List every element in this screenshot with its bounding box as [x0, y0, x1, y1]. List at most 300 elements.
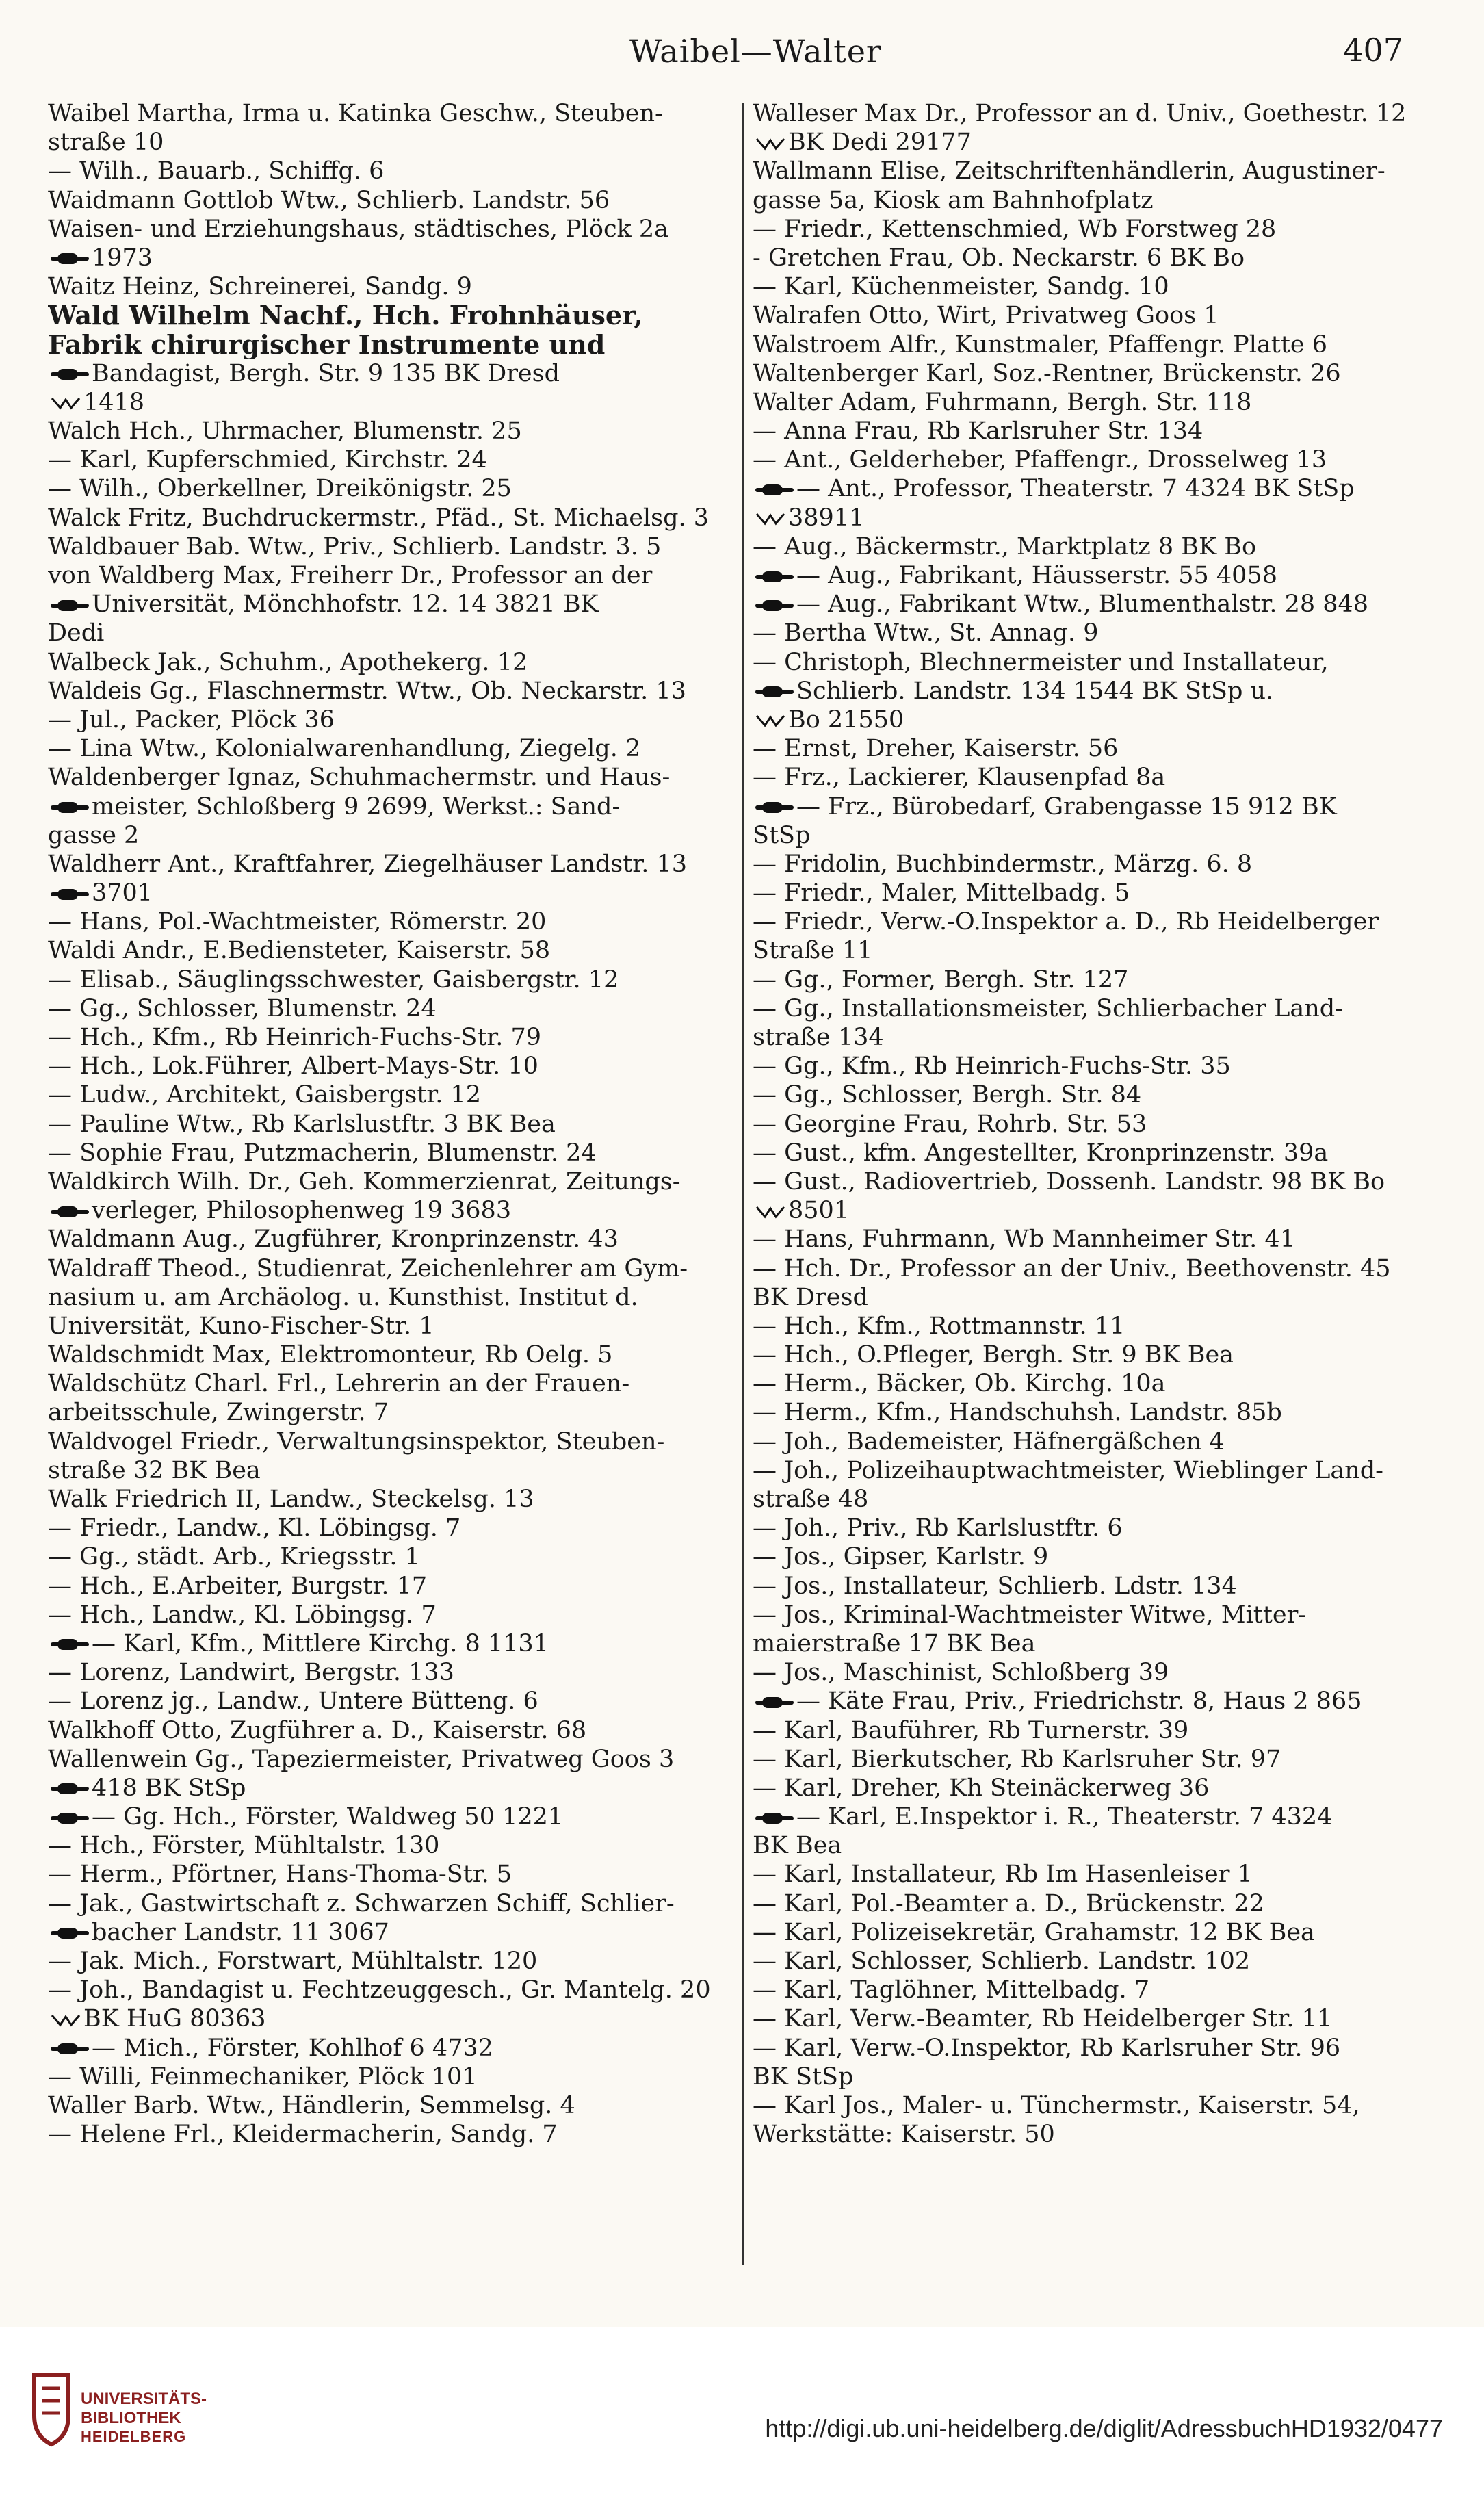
entry-text: BK Dedi 29177: [788, 129, 972, 157]
directory-entry-line: [48, 1860, 732, 1889]
entry-text: — Aug., Fabrikant Wtw., Blumenthalstr. 28 848: [796, 591, 1369, 619]
directory-entry-line: [753, 474, 1430, 503]
entry-text: Walck Fritz, Buchdruckermstr., Pfäd., St. Michaelsg. 3: [48, 504, 709, 532]
entry-text: BK HuG 80363: [83, 2005, 266, 2033]
entry-text: Waidmann Gottlob Wtw., Schlierb. Landstr. 56: [48, 186, 610, 214]
directory-entry-line: [48, 244, 732, 272]
entry-text: Fabrik chirurgischer Instrumente und: [48, 330, 606, 359]
directory-entry-line: [48, 1341, 732, 1369]
entry-text: — Jul., Packer, Plöck 36: [48, 706, 335, 734]
entry-text: Schlierb. Landstr. 134 1544 BK StSp u.: [796, 677, 1274, 705]
entry-text: Walkhoff Otto, Zugführer a. D., Kaiserstr. 68: [48, 1716, 587, 1744]
telephone-receiver-icon: [51, 800, 89, 815]
directory-entry-line: [753, 2120, 1430, 2149]
entry-text: — Jak. Mich., Forstwart, Mühltalstr. 120: [48, 1948, 538, 1975]
directory-entry-line: [48, 99, 732, 128]
directory-entry-line: [48, 1629, 732, 1658]
directory-entry-line: [48, 734, 732, 763]
entry-text: Walleser Max Dr., Professor an d. Univ., Goethestr. 12: [753, 100, 1407, 127]
entry-text: Waldherr Ant., Kraftfahrer, Ziegelhäuser Landstr. 13: [48, 850, 687, 878]
entry-text: — Pauline Wtw., Rb Karlslustftr. 3 BK Bea: [48, 1110, 556, 1138]
directory-entry-line: [753, 272, 1430, 301]
entry-text: Walch Hch., Uhrmacher, Blumenstr. 25: [48, 417, 522, 445]
entry-text: — Gg., Former, Bergh. Str. 127: [753, 966, 1129, 994]
entry-text: — Friedr., Landw., Kl. Löbingsg. 7: [48, 1514, 461, 1542]
directory-entry-line: [48, 994, 732, 1023]
telephone-receiver-icon: [51, 1781, 89, 1796]
entry-text: — Gg., Kfm., Rb Heinrich-Fuchs-Str. 35: [753, 1052, 1231, 1081]
entry-text: — Gust., Radiovertrieb, Dossenh. Landstr. 98 BK Bo: [753, 1167, 1385, 1195]
entry-text: — Herm., Bäcker, Ob. Kirchg. 10a: [753, 1370, 1166, 1398]
entry-text: — Bertha Wtw., St. Annag. 9: [753, 619, 1099, 647]
entry-text: — Jak., Gastwirtschaft z. Schwarzen Schiff, Schlier-: [48, 1889, 675, 1917]
entry-text: — Karl, Pol.-Beamter a. D., Brückenstr. 22: [753, 1889, 1264, 1917]
entry-text: — Frz., Bürobedarf, Grabengasse 15 912 BK: [796, 792, 1337, 820]
entry-text: Waitz Heinz, Schreinerei, Sandg. 9: [48, 273, 472, 301]
directory-entry-line: [753, 331, 1430, 359]
directory-entry-line: [753, 1572, 1430, 1601]
entry-text: — Hch. Dr., Professor an der Univ., Beethovenstr. 45: [753, 1254, 1391, 1282]
entry-text: — Friedr., Maler, Mittelbadg. 5: [753, 879, 1130, 907]
directory-entry-line: [48, 1052, 732, 1081]
entry-text: Waldbauer Bab. Wtw., Priv., Schlierb. Landstr. 3. 5: [48, 532, 662, 560]
entry-text: Walstroem Alfr., Kunstmaler, Pfaffengr. Platte 6: [753, 331, 1327, 359]
directory-entry-line: [48, 2063, 732, 2091]
entry-text: — Jos., Maschinist, Schloßberg 39: [753, 1659, 1169, 1687]
directory-entry-line: [48, 272, 732, 301]
directory-entry-line: [48, 186, 732, 215]
directory-entry-line: [753, 2063, 1430, 2091]
telephone-receiver-icon: [755, 598, 794, 613]
telephone-receiver-icon: [51, 251, 89, 266]
directory-entry-line: [753, 99, 1430, 128]
directory-entry-line: [753, 1139, 1430, 1167]
entry-text: Waldschütz Charl. Frl., Lehrerin an der Frauen-: [48, 1370, 630, 1398]
directory-entry-line: [48, 1023, 732, 1052]
directory-entry-line: [48, 1485, 732, 1514]
directory-entry-line: [48, 590, 732, 619]
entry-text: — Karl, Polizeisekretär, Grahamstr. 12 BK Bea: [753, 1918, 1315, 1946]
entry-text: straße 10: [48, 129, 164, 157]
telephone-receiver-icon: [755, 569, 794, 584]
entry-text: — Georgine Frau, Rohrb. Str. 53: [753, 1110, 1147, 1138]
entry-text: — Jos., Installateur, Schlierb. Ldstr. 134: [753, 1572, 1237, 1600]
entry-text: — Hch., Kfm., Rb Heinrich-Fuchs-Str. 79: [48, 1024, 542, 1051]
entry-text: — Ant., Professor, Theaterstr. 7 4324 BK StSp: [796, 475, 1355, 503]
directory-entry-line: [753, 850, 1430, 879]
entry-text: — Ant., Gelderheber, Pfaffengr., Drosselweg 13: [753, 446, 1327, 474]
entry-text: — Karl, Bierkutscher, Rb Karlsruher Str. 97: [753, 1745, 1281, 1773]
directory-entry-line: [753, 532, 1430, 561]
telegraph-icon: [755, 1204, 785, 1219]
directory-entry-line: [48, 1456, 732, 1485]
directory-entry-line: [48, 1889, 732, 1918]
entry-text: Universität, Mönchhofstr. 12. 14 3821 BK: [92, 591, 599, 619]
telephone-receiver-icon: [51, 2041, 89, 2056]
entry-text: Werkstätte: Kaiserstr. 50: [753, 2121, 1055, 2149]
logo-line-2: BIBLIOTHEK: [81, 2409, 181, 2427]
directory-entry-line: [48, 1976, 732, 2004]
entry-text: — Lorenz jg., Landw., Untere Bütteng. 6: [48, 1688, 538, 1716]
directory-entry-line: [48, 1658, 732, 1687]
library-logo: [27, 2368, 207, 2464]
entry-text: — Aug., Fabrikant, Häusserstr. 55 4058: [796, 562, 1277, 589]
directory-entry-line: [48, 1283, 732, 1312]
entry-text: Waldvogel Friedr., Verwaltungsinspektor, Steuben-: [48, 1427, 665, 1456]
directory-entry-line: [753, 706, 1430, 734]
telephone-receiver-icon: [755, 1695, 794, 1710]
directory-entry-line: [48, 215, 732, 244]
directory-entry-line: [48, 561, 732, 590]
entry-text: Waldenberger Ignaz, Schuhmachermstr. und Haus-: [48, 764, 671, 792]
entry-text: — Aug., Bäckermstr., Marktplatz 8 BK Bo: [753, 532, 1257, 560]
directory-entry-line: [753, 1254, 1430, 1283]
directory-entry-line: [753, 1196, 1430, 1225]
directory-entry-line: [753, 1947, 1430, 1976]
directory-entry-line: [48, 648, 732, 677]
logo-line-3: HEIDELBERG: [81, 2428, 187, 2445]
directory-entry-line: [753, 821, 1430, 850]
directory-entry-line: [48, 1167, 732, 1196]
entry-text: Wallmann Elise, Zeitschriftenhändlerin, Augustiner-: [753, 157, 1385, 185]
entry-text: — Karl, Installateur, Rb Im Hasenleiser 1: [753, 1861, 1253, 1889]
entry-text: — Joh., Bandagist u. Fechtzeuggesch., Gr. Mantelg. 20: [48, 1976, 711, 2004]
entry-text: Waldkirch Wilh. Dr., Geh. Kommerzienrat, Zeitungs-: [48, 1167, 681, 1195]
directory-entry-line: [48, 1687, 732, 1716]
directory-entry-line: [753, 1081, 1430, 1109]
page-title: Waibel—Walter: [629, 33, 882, 70]
directory-entry-line: [48, 1918, 732, 1947]
directory-entry-line: [48, 1947, 732, 1976]
entry-text: BK Dresd: [753, 1283, 868, 1311]
directory-entry-line: [48, 1572, 732, 1601]
directory-entry-line: [48, 1716, 732, 1745]
entry-text: bacher Landstr. 11 3067: [92, 1918, 389, 1946]
directory-entry-line: [48, 1831, 732, 1860]
directory-entry-line: [753, 1398, 1430, 1427]
entry-text: — Hch., O.Pfleger, Bergh. Str. 9 BK Bea: [753, 1341, 1234, 1369]
directory-entry-line: [48, 1225, 732, 1254]
directory-entry-line: [753, 1745, 1430, 1774]
entry-text: — Christoph, Blechnermeister und Installateur,: [753, 648, 1329, 676]
directory-entry-line: [48, 1110, 732, 1139]
directory-entry-line: [48, 706, 732, 734]
entry-text: gasse 2: [48, 821, 140, 849]
directory-entry-line: [48, 1398, 732, 1427]
telephone-receiver-icon: [51, 887, 89, 902]
entry-text: — Lorenz, Landwirt, Bergstr. 133: [48, 1659, 454, 1687]
entry-text: arbeitsschule, Zwingerstr. 7: [48, 1399, 389, 1427]
entry-text: Bandagist, Bergh. Str. 9 135 BK Dresd: [92, 359, 560, 387]
column-divider: [742, 103, 744, 2265]
entry-text: gasse 5a, Kiosk am Bahnhofplatz: [753, 186, 1154, 214]
directory-entry-line: [753, 1052, 1430, 1081]
entry-text: — Wilh., Oberkellner, Dreikönigstr. 25: [48, 475, 512, 503]
entry-text: Universität, Kuno-Fischer-Str. 1: [48, 1312, 434, 1340]
directory-entry-line: [753, 619, 1430, 647]
entry-text: straße 48: [753, 1486, 869, 1513]
directory-entry-line: [753, 1427, 1430, 1456]
telephone-receiver-icon: [755, 800, 794, 815]
directory-entry-line: [753, 128, 1430, 157]
entry-text: — Hans, Pol.-Wachtmeister, Römerstr. 20: [48, 908, 547, 936]
directory-entry-line: [48, 1802, 732, 1831]
directory-entry-line: [48, 1774, 732, 1802]
entry-text: — Hch., Förster, Mühltalstr. 130: [48, 1832, 440, 1860]
entry-text: Waldeis Gg., Flaschnermstr. Wtw., Ob. Neckarstr. 13: [48, 677, 686, 705]
entry-text: BK Bea: [753, 1832, 842, 1860]
directory-entry-line: [48, 677, 732, 706]
telegraph-icon: [51, 2013, 81, 2028]
directory-entry-line: [753, 1889, 1430, 1918]
telephone-receiver-icon: [51, 1637, 89, 1652]
directory-entry-line: [753, 215, 1430, 244]
entry-text: Waldmann Aug., Zugführer, Kronprinzenstr. 43: [48, 1226, 619, 1254]
entry-text: — Friedr., Kettenschmied, Wb Forstweg 28: [753, 215, 1277, 243]
entry-text: Wallenwein Gg., Tapeziermeister, Privatweg Goos 3: [48, 1745, 675, 1773]
directory-entry-line: [753, 648, 1430, 677]
entry-text: straße 32 BK Bea: [48, 1456, 261, 1484]
entry-text: meister, Schloßberg 9 2699, Werkst.: Sand-: [92, 792, 621, 820]
directory-entry-line: [48, 1196, 732, 1225]
directory-entry-line: [753, 1225, 1430, 1254]
entry-text: — Karl, Verw.-Beamter, Rb Heidelberger Str. 11: [753, 2005, 1333, 2033]
directory-entry-line: [48, 128, 732, 157]
entry-text: — Mich., Förster, Kohlhof 6 4732: [92, 2034, 493, 2062]
entry-text: — Hch., E.Arbeiter, Burgstr. 17: [48, 1572, 428, 1600]
entry-text: — Helene Frl., Kleidermacherin, Sandg. 7: [48, 2121, 558, 2149]
entry-text: — Hch., Lok.Führer, Albert-Mays-Str. 10: [48, 1052, 538, 1081]
entry-text: — Willi, Feinmechaniker, Plöck 101: [48, 2063, 478, 2091]
telephone-receiver-icon: [755, 684, 794, 699]
directory-entry-line: [753, 1802, 1430, 1831]
directory-entry-line: [48, 359, 732, 388]
directory-entry-line: [48, 907, 732, 936]
directory-entry-line: [753, 157, 1430, 185]
entry-text: — Ernst, Dreher, Kaiserstr. 56: [753, 735, 1119, 763]
entry-text: — Karl, Taglöhner, Mittelbadg. 7: [753, 1976, 1150, 2004]
entry-text: 1418: [83, 388, 145, 416]
entry-text: — Karl, Kupferschmied, Kirchstr. 24: [48, 446, 487, 474]
directory-entry-line: [48, 445, 732, 474]
directory-entry-line: [753, 1976, 1430, 2004]
directory-entry-line: [753, 792, 1430, 821]
entry-text: Straße 11: [753, 937, 873, 965]
telegraph-icon: [755, 713, 785, 728]
directory-entry-line: [48, 936, 732, 965]
directory-entry-line: [48, 1254, 732, 1283]
entry-text: — Gust., kfm. Angestellter, Kronprinzenstr. 39a: [753, 1139, 1329, 1167]
directory-entry-line: [753, 763, 1430, 792]
directory-entry-line: [753, 1687, 1430, 1716]
directory-entry-line: [753, 677, 1430, 706]
directory-entry-line: [48, 532, 732, 561]
directory-entry-line: [753, 1369, 1430, 1398]
entry-text: Waldi Andr., E.Bediensteter, Kaiserstr. 58: [48, 937, 551, 965]
entry-text: — Käte Frau, Priv., Friedrichstr. 8, Haus 2 865: [796, 1688, 1362, 1716]
running-header: [0, 26, 1484, 88]
directory-entry-line: [48, 1139, 732, 1167]
logo-line-1: UNIVERSITÄTS-: [81, 2390, 207, 2408]
entry-text: Dedi: [48, 619, 105, 647]
directory-entry-line: [753, 1774, 1430, 1802]
telephone-receiver-icon: [51, 598, 89, 613]
directory-entry-line: [48, 157, 732, 185]
entry-text: Walrafen Otto, Wirt, Privatweg Goos 1: [753, 302, 1219, 330]
telephone-receiver-icon: [51, 1811, 89, 1826]
entry-text: Waldschmidt Max, Elektromonteur, Rb Oelg. 5: [48, 1341, 613, 1369]
directory-entry-line: [753, 1167, 1430, 1196]
directory-entry-line: [753, 445, 1430, 474]
entry-text: Waisen- und Erziehungshaus, städtisches, Plöck 2a: [48, 215, 669, 243]
directory-entry-line: [48, 388, 732, 417]
directory-entry-line: [753, 1860, 1430, 1889]
entry-text: Walbeck Jak., Schuhm., Apothekerg. 12: [48, 648, 528, 676]
directory-entry-line: [48, 1427, 732, 1456]
directory-entry-line: [753, 359, 1430, 388]
directory-entry-line: [753, 1831, 1430, 1860]
directory-entry-line: [48, 2091, 732, 2120]
entry-text: - Gretchen Frau, Ob. Neckarstr. 6 BK Bo: [753, 244, 1245, 272]
entry-text: nasium u. am Archäolog. u. Kunsthist. Institut d.: [48, 1283, 638, 1311]
directory-entry-line: [753, 1514, 1430, 1542]
entry-text: StSp: [753, 821, 811, 849]
directory-entry-line: [753, 907, 1430, 936]
entry-text: 8501: [788, 1197, 850, 1225]
source-url-link[interactable]: http://digi.ub.uni-heidelberg.de/diglit/AdressbuchHD1932/0477: [765, 2414, 1443, 2442]
directory-entry-line: [753, 1629, 1430, 1658]
telegraph-icon: [755, 136, 785, 151]
directory-entry-line: [753, 388, 1430, 417]
entry-text: Bo 21550: [788, 706, 904, 734]
directory-entry-line: [48, 474, 732, 503]
entry-text: — Hch., Landw., Kl. Löbingsg. 7: [48, 1601, 437, 1629]
entry-text: — Frz., Lackierer, Klausenpfad 8a: [753, 764, 1166, 792]
footer: [0, 2327, 1484, 2495]
entry-text: — Karl, E.Inspektor i. R., Theaterstr. 7 4324: [796, 1803, 1333, 1831]
entry-text: — Karl, Küchenmeister, Sandg. 10: [753, 273, 1169, 301]
directory-entry-line: [48, 619, 732, 647]
entry-text: — Anna Frau, Rb Karlsruher Str. 134: [753, 417, 1203, 445]
entry-text: 1973: [92, 244, 153, 272]
directory-entry-line: [48, 1542, 732, 1571]
entry-text: — Jos., Gipser, Karlstr. 9: [753, 1543, 1049, 1571]
entry-text: — Karl, Kfm., Mittlere Kirchg. 8 1131: [92, 1629, 549, 1657]
directory-entry-line: [753, 734, 1430, 763]
telegraph-icon: [755, 511, 785, 526]
directory-entry-line: [753, 504, 1430, 532]
directory-entry-line: [753, 1658, 1430, 1687]
directory-entry-line: [753, 1716, 1430, 1745]
entry-text: 418 BK StSp: [92, 1774, 246, 1802]
entry-text: — Joh., Bademeister, Häfnergäßchen 4: [753, 1427, 1225, 1456]
entry-text: Waltenberger Karl, Soz.-Rentner, Brückenstr. 26: [753, 359, 1341, 387]
entry-text: — Friedr., Verw.-O.Inspektor a. D., Rb Heidelberger: [753, 908, 1379, 936]
entry-text: straße 134: [753, 1024, 884, 1051]
entry-text: maierstraße 17 BK Bea: [753, 1629, 1036, 1657]
entry-text: verleger, Philosophenweg 19 3683: [92, 1197, 512, 1225]
directory-entry-line: [48, 2120, 732, 2149]
directory-entry-line: [753, 1341, 1430, 1369]
directory-entry-line: [753, 879, 1430, 907]
directory-entry-line: [48, 1745, 732, 1774]
entry-text: — Gg. Hch., Förster, Waldweg 50 1221: [92, 1803, 564, 1831]
telephone-receiver-icon: [51, 367, 89, 382]
entry-text: Walk Friedrich II, Landw., Steckelsg. 13: [48, 1486, 534, 1513]
directory-entry-line: [48, 1081, 732, 1109]
directory-entry-line: [48, 1514, 732, 1542]
directory-entry-line: [48, 504, 732, 532]
entry-text: Waller Barb. Wtw., Händlerin, Semmelsg. 4: [48, 2091, 575, 2119]
directory-entry-line: [48, 792, 732, 821]
directory-entry-line: [753, 417, 1430, 445]
library-seal-icon: [27, 2368, 75, 2450]
entry-text: 38911: [788, 504, 865, 532]
directory-entry-line: [753, 590, 1430, 619]
entry-text: — Herm., Kfm., Handschuhsh. Landstr. 85b: [753, 1399, 1282, 1427]
directory-entry-line: [753, 561, 1430, 590]
directory-entry-line: [753, 994, 1430, 1023]
entry-text: — Ludw., Architekt, Gaisbergstr. 12: [48, 1081, 482, 1109]
entry-text: 3701: [92, 879, 153, 907]
directory-entry-line: [753, 1542, 1430, 1571]
telephone-receiver-icon: [51, 1926, 89, 1941]
directory-entry-line: [753, 1312, 1430, 1341]
directory-entry-line: [48, 763, 732, 792]
entry-text: Waldraff Theod., Studienrat, Zeichenlehrer am Gym-: [48, 1254, 688, 1282]
directory-entry-line: [753, 244, 1430, 272]
entry-text: — Karl Jos., Maler- u. Tünchermstr., Kaiserstr. 54,: [753, 2091, 1360, 2119]
directory-entry-line: [48, 331, 732, 359]
directory-entry-line: [48, 2034, 732, 2063]
entry-text: — Fridolin, Buchbindermstr., Märzg. 6. 8: [753, 850, 1253, 878]
telephone-receiver-icon: [51, 1204, 89, 1219]
entry-text: von Waldberg Max, Freiherr Dr., Professor an der: [48, 562, 653, 589]
directory-entry-line: [48, 850, 732, 879]
entry-text: — Elisab., Säuglingsschwester, Gaisbergstr. 12: [48, 966, 619, 994]
entry-text: Waibel Martha, Irma u. Katinka Geschw., Steuben-: [48, 100, 663, 127]
directory-entry-line: [48, 1312, 732, 1341]
directory-entry-line: [48, 2004, 732, 2033]
entry-text: — Karl, Schlosser, Schlierb. Landstr. 102: [753, 1948, 1251, 1975]
directory-entry-line: [753, 1918, 1430, 1947]
directory-entry-line: [48, 879, 732, 907]
entry-text: — Karl, Verw.-O.Inspektor, Rb Karlsruher Str. 96: [753, 2034, 1341, 2062]
left-column: [48, 99, 732, 2149]
directory-entry-line: [753, 966, 1430, 994]
directory-entry-line: [753, 186, 1430, 215]
entry-text: — Wilh., Bauarb., Schiffg. 6: [48, 157, 385, 185]
directory-entry-line: [753, 1601, 1430, 1629]
entry-text: Walter Adam, Fuhrmann, Bergh. Str. 118: [753, 388, 1252, 416]
directory-entry-line: [48, 1601, 732, 1629]
entry-text: Wald Wilhelm Nachf., Hch. Frohnhäuser,: [48, 301, 643, 331]
directory-entry-line: [753, 2091, 1430, 2120]
directory-entry-line: [753, 1283, 1430, 1312]
entry-text: BK StSp: [753, 2063, 854, 2091]
entry-text: — Sophie Frau, Putzmacherin, Blumenstr. 24: [48, 1139, 597, 1167]
entry-text: — Gg., Schlosser, Bergh. Str. 84: [753, 1081, 1142, 1109]
entry-text: — Hans, Fuhrmann, Wb Mannheimer Str. 41: [753, 1226, 1295, 1254]
entry-text: — Hch., Kfm., Rottmannstr. 11: [753, 1312, 1125, 1340]
entry-text: — Gg., Schlosser, Blumenstr. 24: [48, 994, 437, 1022]
entry-text: — Lina Wtw., Kolonialwarenhandlung, Ziegelg. 2: [48, 735, 641, 763]
telegraph-icon: [51, 396, 81, 411]
directory-entry-line: [753, 301, 1430, 330]
directory-entry-line: [753, 1456, 1430, 1485]
telephone-receiver-icon: [755, 1811, 794, 1826]
entry-text: — Karl, Bauführer, Rb Turnerstr. 39: [753, 1716, 1189, 1744]
